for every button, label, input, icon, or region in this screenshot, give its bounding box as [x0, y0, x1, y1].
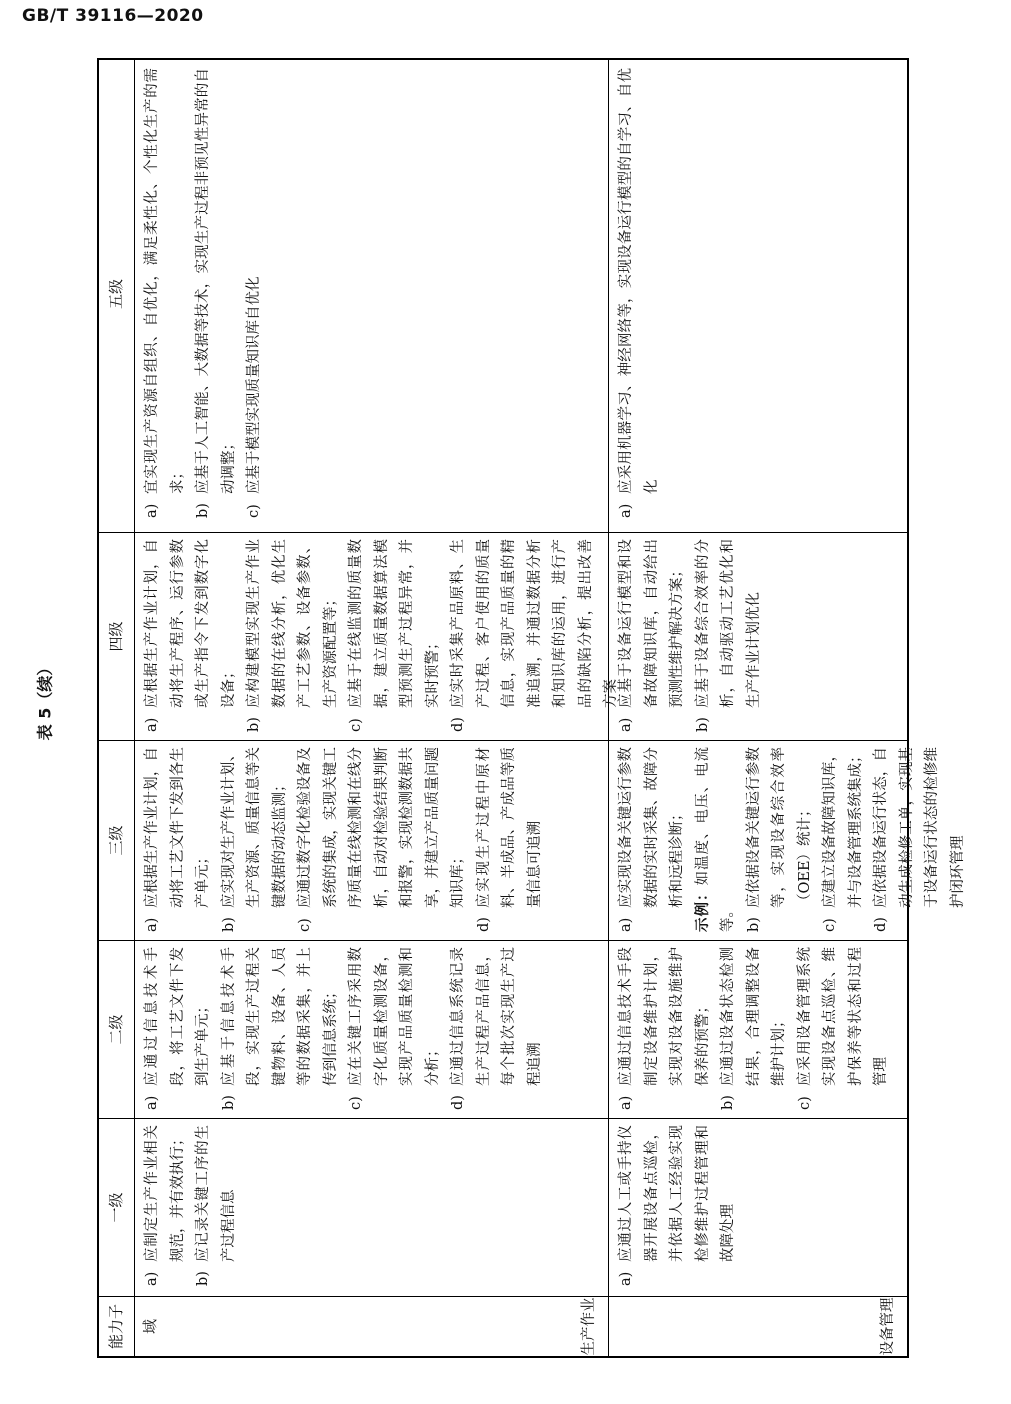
example-label: 示例： — [694, 885, 711, 932]
item-text: 应采用机器学习、神经网络等，实现设备运行模型的自学习、自优化 — [618, 68, 660, 494]
requirement-item — [742, 747, 819, 932]
item-text: 应基于在线监测的质量数据，建立质量数据算法模型预测生产过程异常，并实时预警； — [348, 539, 441, 708]
table-row-equipment — [609, 60, 966, 1356]
item-marker: b) — [220, 1095, 237, 1110]
item-text: 应构建模型实现生产作业数据的在线分析，优化生产工艺参数、设备参数、生产资源配置等； — [246, 539, 339, 708]
requirement-item — [446, 947, 548, 1110]
requirement-item — [614, 1125, 742, 1286]
header-level-3: 三级 — [99, 740, 134, 940]
item-marker: c) — [796, 1096, 813, 1110]
item-marker: c) — [348, 1096, 364, 1110]
item-marker: a) — [618, 1271, 634, 1286]
item-text: 宜实现生产资源自组织、自优化，满足柔性化、个性化生产的需求； — [144, 68, 186, 494]
requirement-item — [691, 539, 768, 732]
requirement-item — [217, 747, 294, 932]
requirement-item — [191, 68, 242, 518]
requirement-item — [242, 68, 268, 518]
requirement-item — [472, 747, 549, 932]
requirement-item — [140, 539, 242, 732]
item-marker: a) — [144, 1095, 160, 1110]
requirement-item — [344, 539, 446, 732]
item-text: 应依据设备运行状态，自动生成检修工单，实现基于设备运行状态的检修维护闭环管理 — [873, 747, 966, 908]
requirement-item — [140, 68, 191, 518]
requirement-item — [344, 947, 446, 1110]
item-text: 应根据生产作业计划，自动将生产程序、运行参数或生产指令下发到数字化设备； — [144, 539, 237, 708]
requirement-item — [242, 539, 344, 732]
item-marker: a) — [144, 917, 160, 932]
item-marker: a) — [618, 1095, 634, 1110]
item-marker: d) — [450, 717, 466, 732]
item-text: 应基于模型实现质量知识库自优化 — [246, 276, 262, 494]
item-marker: b) — [745, 917, 762, 932]
requirement-item — [446, 539, 625, 732]
requirement-item — [716, 947, 793, 1110]
domain-cell — [609, 1296, 907, 1356]
item-text: 应通过信息技术手段制定设备维护计划，实现对设备设施维护保养的预警； — [618, 947, 711, 1086]
requirement-item — [614, 947, 716, 1110]
requirement-item — [140, 747, 217, 932]
requirement-item — [217, 947, 345, 1110]
item-text: 应实现对生产作业计划、生产资源、质量信息等关键数据的动态监测； — [220, 747, 288, 908]
level-4-cell — [609, 532, 907, 740]
item-marker: c) — [297, 918, 313, 932]
item-marker: b) — [246, 717, 262, 732]
standard-code: GB/T 39116—2020 — [22, 6, 204, 26]
item-text: 应依据设备关键运行参数等，实现设备综合效率（OEE）统计； — [745, 747, 813, 908]
item-marker: b) — [195, 503, 211, 518]
requirement-item — [869, 747, 971, 932]
level-3-cell — [135, 740, 608, 940]
item-marker: a) — [618, 917, 634, 932]
header-level-2: 二级 — [99, 940, 134, 1118]
item-marker: c) — [348, 718, 364, 732]
domain-cell — [135, 1296, 608, 1356]
item-text: 应通过信息系统记录生产过程产品信息，每个批次实现生产过程追溯 — [450, 947, 543, 1086]
item-text: 应基于设备综合效率的分析，自动驱动工艺优化和生产作业计划优化 — [694, 539, 762, 708]
requirement-item — [293, 747, 472, 932]
item-marker: b) — [220, 917, 237, 932]
table-caption: 表 5（续） — [35, 659, 55, 741]
requirement-item — [818, 747, 869, 932]
requirement-item — [691, 747, 742, 932]
requirement-item — [614, 539, 691, 732]
item-text: 应根据生产作业计划，自动将工艺文件下发到各生产单元； — [144, 747, 211, 908]
item-marker: a) — [144, 717, 160, 732]
level-1-cell — [135, 1118, 608, 1296]
item-text: 应建立设备故障知识库，并与设备管理系统集成； — [822, 747, 864, 908]
item-text: 应实现生产过程中原材料、半成品、产成品等质量信息可追溯 — [475, 747, 543, 908]
item-marker: d) — [450, 1095, 466, 1110]
item-text: 应记录关键工序的生产过程信息 — [195, 1125, 237, 1262]
item-marker: a) — [144, 1271, 160, 1286]
requirement-item — [140, 1125, 191, 1286]
item-text: 应通过人工或手持仪器开展设备点巡检，并依据人工经验实现检修维护过程管理和故障处理 — [618, 1125, 736, 1262]
level-1-cell — [609, 1118, 907, 1296]
item-marker: d) — [475, 917, 492, 932]
item-text: 应基于信息技术手段，实现生产过程关键物料、设备、人员等的数据采集，并上传到信息系统； — [220, 947, 339, 1086]
item-text: 应在关键工序采用数字化质量检测设备，实现产品质量检测和分析； — [348, 947, 441, 1086]
item-text: 应通过数字化检验设备及系统的集成，实现关键工序质量在线检测和在线分析，自动对检验结果判断和报警，实现检测数据共享，并建立产品质量问题知识库； — [297, 747, 466, 908]
requirement-item — [614, 747, 691, 932]
item-marker: b) — [720, 1095, 736, 1110]
item-marker: c) — [822, 918, 838, 932]
item-text: 如温度、电压、电流等。 — [694, 747, 736, 932]
requirement-item — [191, 1125, 242, 1286]
header-level-5: 五级 — [107, 279, 125, 310]
level-5-cell — [609, 56, 907, 532]
header-domain: 能力子域 — [99, 1296, 134, 1356]
item-text: 应实时采集产品原料、生产过程、客户使用的质量信息，实现产品质量的精准追溯，并通过数据分析和知识库的运用，进行产品的缺陷分析，提出改善方案 — [450, 539, 619, 708]
requirement-item — [614, 68, 665, 518]
level-5-cell — [135, 56, 608, 532]
item-marker: c) — [246, 504, 262, 518]
level-3-cell — [609, 740, 966, 940]
item-marker: d) — [873, 917, 889, 932]
requirement-item — [793, 947, 895, 1110]
table-header-row — [99, 60, 159, 1356]
header-level-4: 四级 — [99, 532, 134, 740]
item-text: 应制定生产作业相关规范，并有效执行； — [144, 1125, 186, 1262]
item-text: 应通过信息技术手段，将工艺文件下发到生产单元； — [144, 947, 211, 1086]
level-4-cell — [135, 532, 619, 740]
item-text: 应基于人工智能、大数据等技术，实现生产过程非预见性异常的自动调整； — [195, 68, 237, 494]
item-text: 应采用设备管理系统实现设备点巡检、维护保养等状态和过程管理 — [796, 947, 889, 1086]
item-marker: a) — [618, 503, 634, 518]
level-2-cell — [609, 940, 907, 1118]
domain-label: 设备管理 — [879, 1297, 896, 1356]
header-level-1: 一级 — [99, 1118, 134, 1296]
requirement-item — [140, 947, 217, 1110]
item-text: 应实现设备关键运行参数数据的实时采集、故障分析和远程诊断； — [618, 747, 685, 908]
item-text: 应通过设备状态检测结果，合理调整设备维护计划； — [720, 947, 787, 1086]
item-marker: b) — [195, 1271, 211, 1286]
item-marker: a) — [144, 503, 160, 518]
level-2-cell — [135, 940, 608, 1118]
table-row-production — [135, 60, 619, 1356]
capability-table — [97, 58, 966, 1358]
domain-label: 生产作业 — [580, 1297, 597, 1356]
item-marker: a) — [618, 717, 634, 732]
item-marker: b) — [694, 717, 711, 732]
item-text: 应基于设备运行模型和设备故障知识库，自动给出预测性维护解决方案； — [618, 539, 685, 708]
